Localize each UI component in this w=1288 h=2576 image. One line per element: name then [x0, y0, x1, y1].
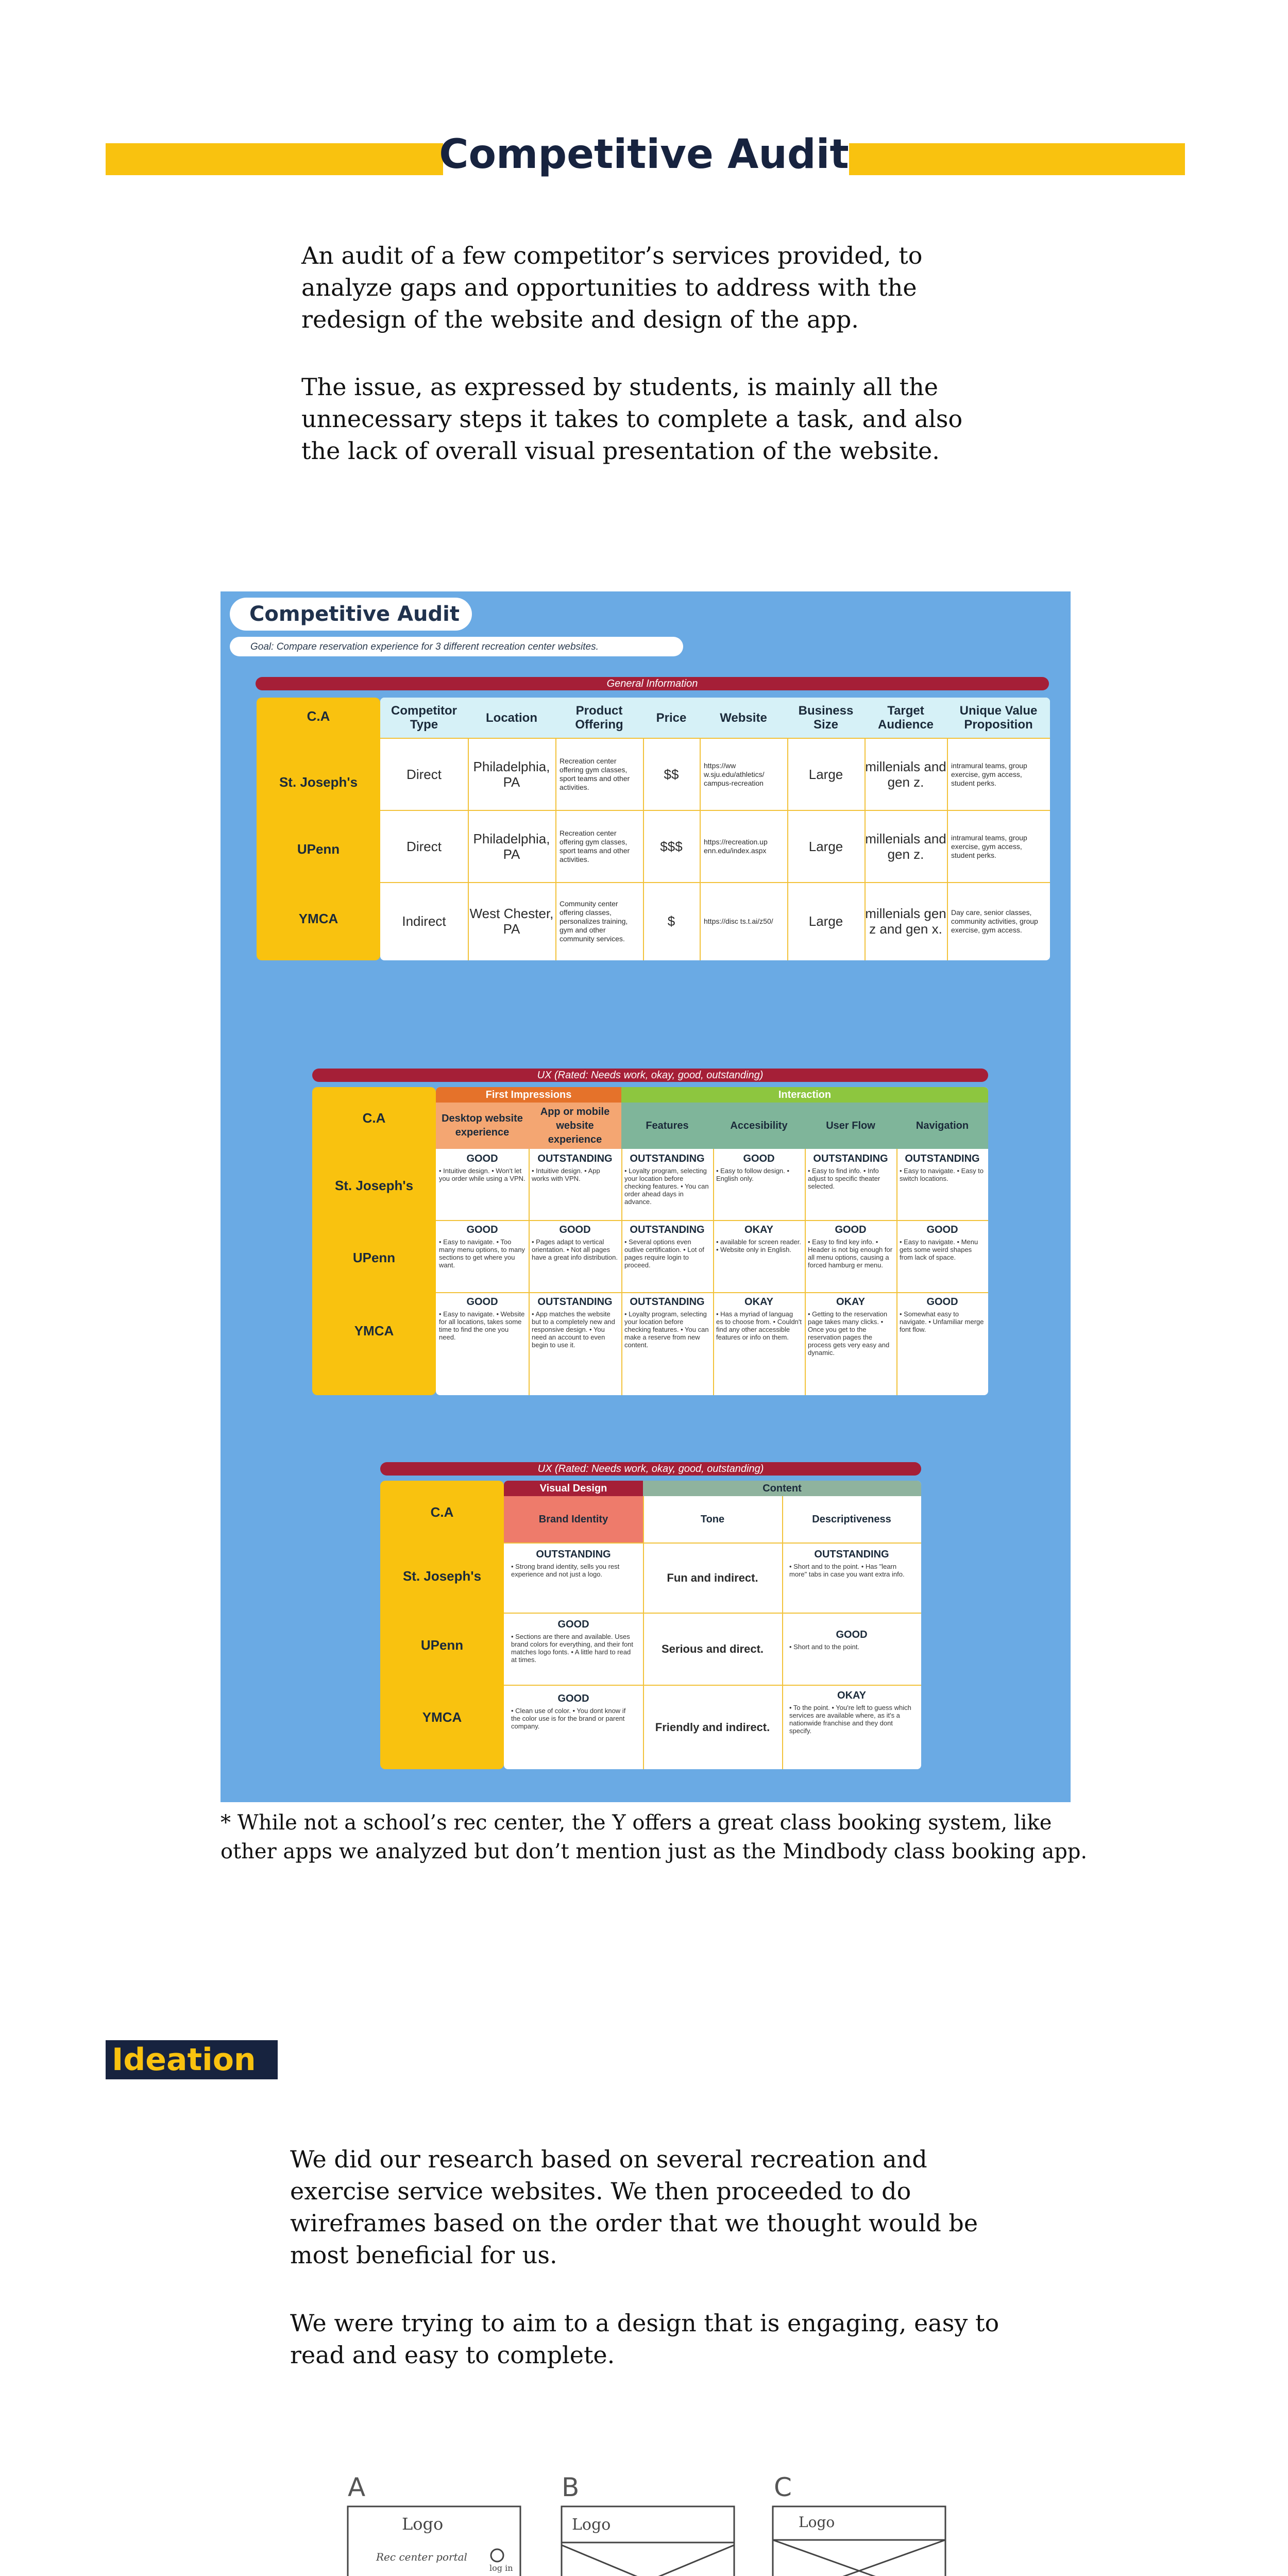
sketch-a-login: log in — [489, 2563, 513, 2573]
cell-price: $$ — [664, 767, 679, 782]
rating-label: OKAY — [744, 1224, 773, 1235]
group-interaction: Interaction — [621, 1087, 988, 1103]
wireframe-a — [348, 2506, 520, 2576]
cell-website[interactable]: https://ww w.sju.edu/athletics/ campus-recreation — [704, 761, 765, 787]
wireframe-c — [773, 2506, 951, 2576]
rating-detail: • Easy to navigate. • Easy to switch locations. — [900, 1167, 984, 1182]
rating-detail: • Somewhat easy to navigate. • Unfamiliar merge font flow. — [900, 1310, 984, 1333]
sketch-label: A — [348, 2473, 366, 2502]
rating-label: OUTSTANDING — [630, 1153, 705, 1164]
rating-detail: • Loyalty program, selecting your location before checking features. • You can make a reserve from new content. — [624, 1310, 709, 1349]
rating-detail: • Clean use of color. • You dont know if the color use is for the brand or parent company. — [511, 1707, 626, 1730]
section-title: Competitive Audit — [439, 131, 849, 178]
rating-cell — [896, 1294, 988, 1335]
cell-uvp: intramural teams, group exercise, gym access, student perks. — [951, 761, 1027, 787]
ux-band-2: UX (Rated: Needs work, okay, good, outstanding) — [380, 1462, 921, 1476]
rating-label: OUTSTANDING — [814, 1549, 889, 1560]
sketch-c-logo: Logo — [799, 2514, 835, 2531]
header-price: Price — [656, 710, 687, 725]
rating-cell — [529, 1151, 621, 1184]
competitive-audit-board — [221, 591, 1071, 1802]
audit-intro-1: An audit of a few competitor’s services provided, to analyze gaps and opportunities to address with the redesign of the website and design of the app. — [301, 242, 923, 333]
rating-cell — [508, 1547, 639, 1580]
cell-uvp: intramural teams, group exercise, gym access, student perks. — [951, 833, 1027, 859]
rating-cell — [805, 1222, 896, 1271]
rating-detail: • App matches the website but to a completely new and responsive design. • You need an account to even begin to use it. — [532, 1310, 615, 1349]
rating-cell — [805, 1294, 896, 1359]
row-divider — [436, 1220, 988, 1221]
header-accesibility: Accesibility — [713, 1103, 805, 1149]
rating-detail: • Easy to find info. • Info adjust to specific theater selected. — [808, 1167, 880, 1190]
rating-detail: • Easy to navigate. • Menu gets some weird shapes from lack of space. — [900, 1238, 978, 1261]
rating-detail: • Short and to the point. — [789, 1643, 860, 1651]
wireframe-sketches — [335, 2473, 1005, 2576]
wireframe-b — [562, 2506, 734, 2576]
rating-label: OUTSTANDING — [905, 1153, 980, 1164]
rating-detail: • Easy to navigate. • Too many menu options, to many sections to get where you want. — [439, 1238, 525, 1269]
rating-label: GOOD — [836, 1629, 868, 1640]
rating-cell — [529, 1222, 621, 1263]
cell-offering: Community center offering classes, personalizes training, gym and other community services. — [560, 899, 628, 943]
rating-detail: • Sections are there and available. Uses brand colors for everything, and their font matches logo fonts. • A little hard to read at times. — [511, 1633, 634, 1664]
ux1-row-name: YMCA — [354, 1323, 394, 1338]
ideation-para-2: We were trying to aim to a design that is engaging, easy to read and easy to complete. — [290, 2309, 999, 2369]
cell-size: Large — [808, 839, 843, 854]
rating-cell — [713, 1151, 805, 1184]
footnote: * While not a school’s rec center, the Y offers a great class booking system, like other apps we analyzed but don’t mention just as the Mindbody class booking app. — [221, 1811, 1088, 1863]
cell-location: West Chester, PA — [469, 906, 554, 937]
general-info-table — [380, 698, 1050, 960]
rating-label: OUTSTANDING — [537, 1296, 613, 1308]
cell-price: $ — [667, 913, 675, 929]
cell-audience: millenials and gen z. — [865, 759, 946, 790]
cell-location: Philadelphia, PA — [473, 831, 550, 862]
rating-label: OUTSTANDING — [813, 1153, 888, 1164]
ideation-title: Ideation — [106, 2040, 278, 2079]
rating-cell — [805, 1151, 896, 1192]
ux1-row-name: UPenn — [352, 1249, 396, 1265]
sketch-label: C — [774, 2473, 792, 2502]
general-corner: C.A — [307, 708, 330, 724]
rating-detail: • Strong brand identity, sells you rest experience and not just a logo. — [511, 1563, 620, 1578]
ux-band-1: UX (Rated: Needs work, okay, good, outstanding) — [312, 1069, 988, 1082]
header-unique-value: Unique Value Proposition — [959, 704, 1038, 732]
row-divider — [436, 1292, 988, 1293]
header-navigation: Navigation — [896, 1103, 988, 1149]
col-divider — [529, 1149, 530, 1395]
ux-table-2 — [504, 1481, 921, 1769]
cell-audience: millenials and gen z. — [865, 831, 946, 862]
general-row-name: YMCA — [298, 910, 338, 926]
rating-label: GOOD — [926, 1224, 958, 1235]
cell-offering: Recreation center offering gym classes, sport teams and other activities. — [560, 829, 630, 863]
header-desktop: Desktop website experience — [436, 1103, 529, 1149]
rating-cell — [529, 1294, 621, 1351]
rating-cell — [508, 1617, 639, 1666]
ux2-row-name: UPenn — [420, 1637, 464, 1653]
header-business-size: Business Size — [798, 704, 854, 732]
sketch-label: B — [562, 2473, 580, 2502]
group-first-impressions: First Impressions — [436, 1087, 621, 1103]
cell-price: $$$ — [660, 839, 683, 854]
board-title: Competitive Audit — [249, 602, 460, 626]
header-website: Website — [720, 710, 767, 725]
rating-label: OUTSTANDING — [537, 1153, 613, 1164]
rating-detail: • Easy to navigate. • Website for all locations, takes some time to find the one you need. — [439, 1310, 525, 1341]
rating-detail: • Short and to the point. • Has "learn more" tabs in case you want extra info. — [789, 1563, 905, 1578]
rating-label: GOOD — [466, 1296, 498, 1308]
header-location: Location — [486, 710, 537, 725]
rating-cell — [621, 1151, 713, 1208]
rating-detail: • Intuitive design. • Won't let you order while using a VPN. — [439, 1167, 526, 1182]
ux1-row-name: St. Joseph's — [334, 1177, 414, 1193]
rating-cell — [508, 1691, 639, 1732]
rating-cell — [713, 1222, 805, 1256]
cell-type: Direct — [406, 839, 442, 854]
rating-cell — [786, 1547, 917, 1580]
rating-cell — [436, 1222, 529, 1271]
cell-type: Direct — [406, 767, 442, 782]
header-features: Features — [621, 1103, 713, 1149]
rating-cell — [896, 1222, 988, 1263]
rating-label: GOOD — [743, 1153, 775, 1164]
cell-size: Large — [808, 913, 843, 929]
cell-website[interactable]: https://recreation.up enn.edu/index.aspx — [704, 838, 768, 855]
group-visual-design: Visual Design — [504, 1481, 643, 1496]
board-goal: Goal: Compare reservation experience for 3 different recreation center websites. — [250, 641, 599, 652]
general-row-name: St. Joseph's — [279, 774, 358, 790]
header-competitor-type: Competitor Type — [391, 704, 457, 732]
general-info-band: General Information — [256, 677, 1049, 690]
cell-type: Indirect — [402, 913, 446, 929]
tone-cell: Friendly and indirect. — [655, 1721, 770, 1734]
col-divider — [713, 1149, 714, 1395]
ux2-row-name: St. Joseph's — [402, 1568, 482, 1584]
general-row-name: UPenn — [297, 841, 340, 857]
rating-detail: • Several options even outlive certification. • Lot of pages require login to proceed. — [624, 1238, 704, 1269]
ideation-para-1: We did our research based on several recreation and exercise service websites. We then proceeded to do wireframes based on the order that we thought would be most beneficial for us. — [290, 2145, 978, 2269]
header-user-flow: User Flow — [805, 1103, 896, 1149]
rating-cell — [713, 1294, 805, 1343]
rating-label: GOOD — [559, 1224, 591, 1235]
rating-label: GOOD — [557, 1693, 589, 1704]
col-divider — [782, 1496, 783, 1769]
header-target-audience: Target Audience — [877, 704, 934, 732]
rating-label: GOOD — [557, 1619, 589, 1630]
col-divider — [896, 1149, 897, 1395]
rating-detail: • Easy to find key info. • Header is not big enough for all menu options, causing a forced hamburg er menu. — [808, 1238, 893, 1269]
cell-location: Philadelphia, PA — [473, 759, 550, 790]
sketch-a-logo: Logo — [402, 2514, 444, 2534]
rating-detail: • Intuitive design. • App works with VPN. — [532, 1167, 600, 1182]
ux2-row-name: YMCA — [422, 1709, 462, 1725]
cell-offering: Recreation center offering gym classes, sport teams and other activities. — [560, 757, 630, 791]
rating-cell — [436, 1294, 529, 1343]
board-title-pill — [230, 598, 472, 631]
rating-label: OUTSTANDING — [630, 1296, 705, 1308]
rating-cell — [621, 1222, 713, 1271]
tone-cell: Serious and direct. — [661, 1642, 764, 1655]
rating-label: GOOD — [835, 1224, 867, 1235]
ux1-corner: C.A — [362, 1110, 386, 1126]
rating-cell — [436, 1151, 529, 1184]
rating-label: OKAY — [744, 1296, 773, 1308]
rating-detail: • Has a myriad of languag es to choose from. • Couldn't find any other accessible features or info on them. — [716, 1310, 802, 1341]
rating-detail: • Loyalty program, selecting your location before checking features. • You can order ahead days in advance. — [624, 1167, 709, 1206]
rating-detail: • Getting to the reservation page takes many clicks. • Once you get to the reservation pages the process gets very easy and dynamic. — [808, 1310, 890, 1357]
rating-label: OUTSTANDING — [630, 1224, 705, 1235]
header-tone: Tone — [700, 1513, 725, 1525]
ux2-corner: C.A — [430, 1504, 454, 1520]
audit-intro-2: The issue, as expressed by students, is mainly all the unnecessary steps it takes to complete a task, and also the lack of overall visual presentation of the website. — [301, 373, 963, 465]
rating-detail: • available for screen reader. • Website only in English. — [716, 1238, 801, 1253]
cell-website[interactable]: https://disc ts.t.ai/z50/ — [704, 917, 773, 925]
tone-cell: Fun and indirect. — [667, 1571, 758, 1584]
rating-cell — [896, 1151, 988, 1184]
rating-label: OKAY — [837, 1690, 866, 1701]
group-content: Content — [643, 1481, 921, 1496]
cell-audience: millenials gen z and gen x. — [865, 906, 946, 937]
rating-label: OUTSTANDING — [536, 1549, 611, 1560]
rating-label: GOOD — [926, 1296, 958, 1308]
rating-detail: • Easy to follow design. • English only. — [716, 1167, 790, 1182]
board-goal-pill — [230, 637, 683, 656]
rating-cell — [621, 1294, 713, 1351]
rating-label: OKAY — [836, 1296, 865, 1308]
rating-cell — [786, 1627, 917, 1653]
ux-table-1 — [436, 1087, 988, 1395]
rating-label: GOOD — [466, 1224, 498, 1235]
sketch-a-rec: Rec center portal — [376, 2551, 467, 2563]
rating-cell — [786, 1688, 917, 1737]
header-product-offering: Product Offering — [575, 704, 623, 732]
cell-uvp: Day care, senior classes, community activities, group exercise, gym access. — [951, 908, 1038, 934]
header-descriptiveness: Descriptiveness — [812, 1513, 891, 1525]
sketch-b-logo: Logo — [572, 2516, 611, 2534]
header-brand-identity: Brand Identity — [504, 1496, 643, 1543]
cell-size: Large — [808, 767, 843, 782]
rating-label: GOOD — [466, 1153, 498, 1164]
rating-detail: • To the point. • You're left to guess which services are available where, as it's a nationwide franchise and they dont specify. — [789, 1704, 911, 1735]
header-mobile: App or mobile website experience — [529, 1103, 621, 1149]
rating-detail: • Pages adapt to vertical orientation. • Not all pages have a great info distribution. — [532, 1238, 618, 1261]
